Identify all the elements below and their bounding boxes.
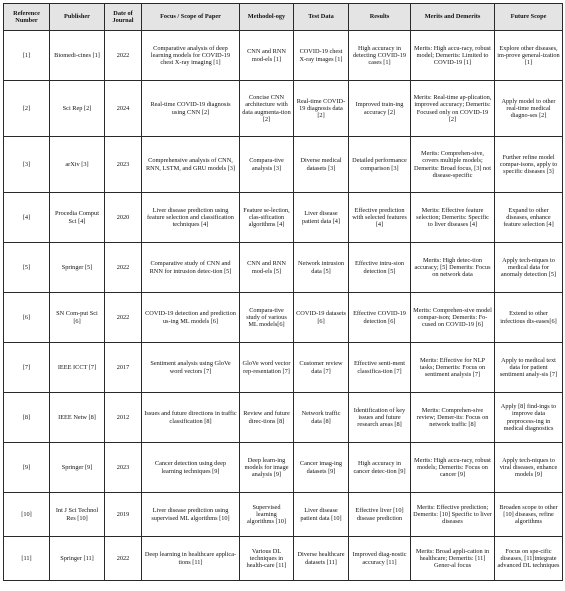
cell-test-data: Customer review data [7] [294, 343, 349, 393]
column-header-publisher: Publisher [50, 4, 105, 31]
cell-ref: [10] [4, 493, 50, 537]
cell-date: 2019 [105, 493, 142, 537]
column-header-methodology: Methodol-ogy [240, 4, 294, 31]
column-header-results: Results [349, 4, 411, 31]
cell-method: GloVe word vector rep-resentation [7] [240, 343, 294, 393]
cell-test-data: Diverse medical datasets [3] [294, 137, 349, 193]
cell-publisher: IEEE Netw [8] [50, 393, 105, 443]
cell-publisher: Procedia Comput Sci [4] [50, 193, 105, 243]
cell-date: 2020 [105, 193, 142, 243]
cell-focus: Issues and future directions in traffic classification [8] [142, 393, 240, 443]
table-row [4, 443, 563, 493]
cell-method: Various DL techniques in health-care [11] [240, 537, 294, 581]
cell-results: Detailed performance comparison [3] [349, 137, 411, 193]
cell-results: Improved diag-nostic accuracy [11] [349, 537, 411, 581]
cell-future: Focus on spe-cific diseases, [11]integrate advanced DL techniques [495, 537, 563, 581]
cell-future: Apply tech-niques to viral diseases, enhance models [9] [495, 443, 563, 493]
cell-merits: Merits: Comprehen-sive review; Demer-its: Focus on network traffic [8] [411, 393, 495, 443]
cell-test-data: COVID-19 chest X-ray images [1] [294, 31, 349, 81]
cell-publisher: IEEE ICCT [7] [50, 343, 105, 393]
cell-publisher: Springer [9] [50, 443, 105, 493]
cell-method: Review and future direc-tions [8] [240, 393, 294, 443]
cell-results: Effective liver [10] disease prediction [349, 493, 411, 537]
cell-future: Extend to other infectious dis-eases[6] [495, 293, 563, 343]
table-row [4, 193, 563, 243]
cell-publisher: Int J Sci Technol Res [10] [50, 493, 105, 537]
table-row [4, 243, 563, 293]
cell-method: CNN and RNN mod-els [1] [240, 31, 294, 81]
cell-test-data: Diverse healthcare datasets [11] [294, 537, 349, 581]
column-header-reference: Reference Number [4, 4, 50, 31]
column-header-test-data: Test Data [294, 4, 349, 31]
cell-test-data: Network intrusion data [5] [294, 243, 349, 293]
cell-merits: Merits: High accu-racy, robust models; Demerits: Focus on cancer [9] [411, 443, 495, 493]
cell-future: Further refine model compar-isons, apply to specific diseases [3] [495, 137, 563, 193]
cell-test-data: Network traffic data [8] [294, 393, 349, 443]
column-header-merits: Merits and Demerits [411, 4, 495, 31]
cell-ref: [8] [4, 393, 50, 443]
cell-method: Deep learn-ing models for image analysis [9] [240, 443, 294, 493]
table-row [4, 343, 563, 393]
cell-focus: Cancer detection using deep learning techniques [9] [142, 443, 240, 493]
cell-method: Compara-tive analysis [3] [240, 137, 294, 193]
cell-merits: Merits: Real-time ap-plication, improved accuracy; Demerits: Focused only on COVID-19 [2] [411, 81, 495, 137]
cell-date: 2024 [105, 81, 142, 137]
cell-results: Effective prediction with selected features [4] [349, 193, 411, 243]
cell-focus: Comparative study of CNN and RNN for intrusion detec-tion [5] [142, 243, 240, 293]
cell-date: 2022 [105, 243, 142, 293]
cell-focus: Deep learning in healthcare applica-tions [11] [142, 537, 240, 581]
cell-date: 2022 [105, 293, 142, 343]
cell-results: Effective senti-ment classifica-tion [7] [349, 343, 411, 393]
literature-table-container [3, 3, 562, 581]
table-row [4, 493, 563, 537]
cell-merits: Merits: Broad appli-cation in healthcare; Demerits: [11] Gener-al focus [411, 537, 495, 581]
cell-merits: Merits: Effective for NLP tasks; Demerits: Focus on sentiment analysis [7] [411, 343, 495, 393]
cell-results: Improved train-ing accuracy [2] [349, 81, 411, 137]
cell-method: Concise CNN architecture with data augmenta-tion [2] [240, 81, 294, 137]
cell-future: Apply [8] find-ings to improve data preprocess-ing in medical diagnostics [495, 393, 563, 443]
cell-merits: Merits: Comprehen-sive, covers multiple models; Demerits: Broad focus, [3] not disease-specific [411, 137, 495, 193]
cell-ref: [5] [4, 243, 50, 293]
cell-focus: Sentiment analysis using GloVe word vectors [7] [142, 343, 240, 393]
cell-test-data: Real-time COVID-19 diagnosis data [2] [294, 81, 349, 137]
cell-ref: [7] [4, 343, 50, 393]
cell-method: Compara-tive study of various ML models[6] [240, 293, 294, 343]
cell-ref: [1] [4, 31, 50, 81]
cell-date: 2023 [105, 443, 142, 493]
cell-method: Feature se-lection, clas-sification algorithms [4] [240, 193, 294, 243]
table-row [4, 537, 563, 581]
cell-future: Expand to other diseases, enhance feature selection [4] [495, 193, 563, 243]
cell-publisher: arXiv [3] [50, 137, 105, 193]
cell-future: Apply to medical text data for patient sentiment analy-sis [7] [495, 343, 563, 393]
cell-test-data: Liver disease patient data [10] [294, 493, 349, 537]
cell-ref: [2] [4, 81, 50, 137]
cell-method: CNN and RNN mod-els [5] [240, 243, 294, 293]
cell-results: Effective intru-sion detection [5] [349, 243, 411, 293]
cell-future: Explore other diseases, im-prove general-ization [1] [495, 31, 563, 81]
cell-future: Apply model to other real-time medical diagno-ses [2] [495, 81, 563, 137]
cell-future: Broaden scope to other [10] diseases, refine algorithms [495, 493, 563, 537]
cell-test-data: Liver disease patient data [4] [294, 193, 349, 243]
cell-ref: [3] [4, 137, 50, 193]
column-header-future-scope: Future Scope [495, 4, 563, 31]
cell-focus: Liver disease prediction using supervised ML algorithms [10] [142, 493, 240, 537]
cell-test-data: COVID-19 datasets [6] [294, 293, 349, 343]
cell-date: 2022 [105, 537, 142, 581]
cell-focus: Comparative analysis of deep learning models for COVID-19 chest X-ray imaging [1] [142, 31, 240, 81]
cell-results: Effective COVID-19 detection [6] [349, 293, 411, 343]
cell-merits: Merits: Effective prediction; Demerits: [10] Specific to liver diseases [411, 493, 495, 537]
cell-focus: Real-time COVID-19 diagnosis using CNN [2] [142, 81, 240, 137]
cell-date: 2023 [105, 137, 142, 193]
cell-publisher: SN Com-put Sci [6] [50, 293, 105, 343]
cell-ref: [11] [4, 537, 50, 581]
column-header-focus: Focus / Scope of Paper [142, 4, 240, 31]
table-row [4, 137, 563, 193]
table-row [4, 81, 563, 137]
cell-focus: Comprehensive analysis of CNN, RNN, LSTM, and GRU models [3] [142, 137, 240, 193]
literature-review-table [3, 3, 563, 581]
cell-merits: Merits: High detec-tion accuracy; [5] Demerits: Focus on network data [411, 243, 495, 293]
cell-focus: COVID-19 detection and prediction us-ing ML models [6] [142, 293, 240, 343]
cell-ref: [6] [4, 293, 50, 343]
cell-publisher: Sci Rep [2] [50, 81, 105, 137]
cell-publisher: Springer [5] [50, 243, 105, 293]
cell-merits: Merits: High accu-racy, robust model; Demerits: Limited to COVID-19 [1] [411, 31, 495, 81]
cell-focus: Liver disease prediction using feature selection and classification techniques [4] [142, 193, 240, 243]
header-row [4, 4, 563, 31]
cell-future: Apply tech-niques to medical data for anomaly detection [5] [495, 243, 563, 293]
cell-test-data: Cancer imag-ing datasets [9] [294, 443, 349, 493]
cell-merits: Merits: Effective feature selection; Demerits: Specific to liver diseases [4] [411, 193, 495, 243]
cell-date: 2017 [105, 343, 142, 393]
cell-merits: Merits: Comprehen-sive model compar-ison; Demerits: Fo-cused on COVID-19 [6] [411, 293, 495, 343]
cell-method: Supervised learning algorithms [10] [240, 493, 294, 537]
column-header-date: Date of Journal [105, 4, 142, 31]
cell-publisher: Biomedi-cines [1] [50, 31, 105, 81]
cell-date: 2012 [105, 393, 142, 443]
cell-results: Identification of key issues and future research areas [8] [349, 393, 411, 443]
cell-results: High accuracy in cancer detec-tion [9] [349, 443, 411, 493]
cell-publisher: Springer [11] [50, 537, 105, 581]
cell-ref: [9] [4, 443, 50, 493]
cell-date: 2022 [105, 31, 142, 81]
table-row [4, 31, 563, 81]
table-row [4, 393, 563, 443]
cell-results: High accuracy in detecting COVID-19 cases [1] [349, 31, 411, 81]
table-row [4, 293, 563, 343]
cell-ref: [4] [4, 193, 50, 243]
